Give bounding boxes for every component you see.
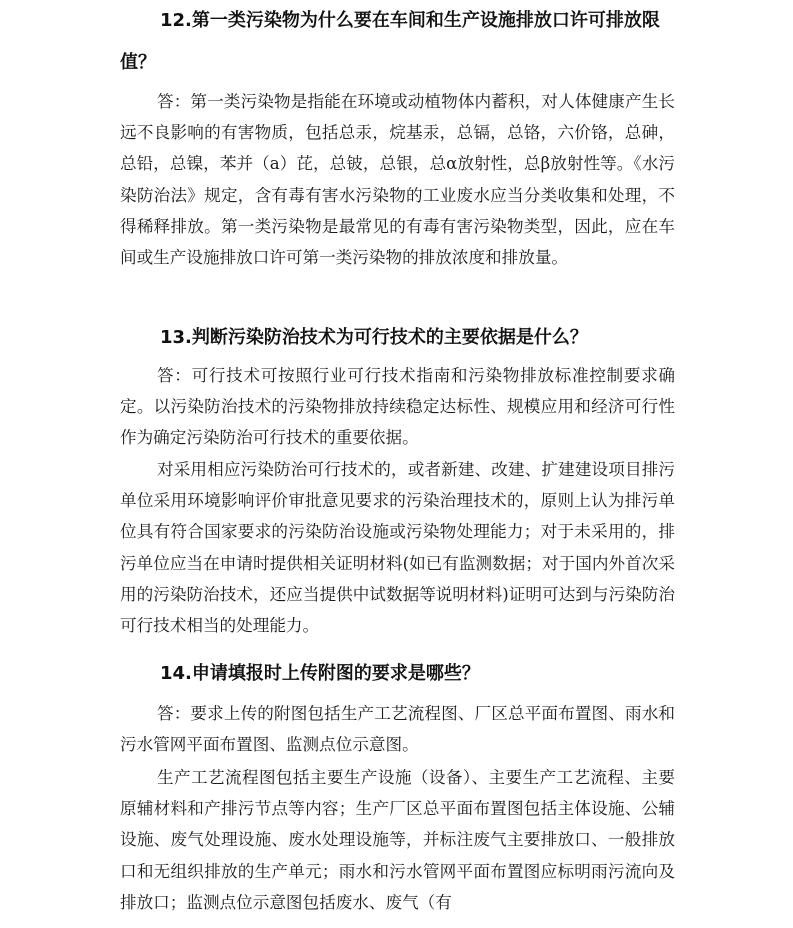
section-13-detail: 对采用相应污染防治可行技术的，或者新建、改建、扩建建设项目排污单位采用环境影响评价审批意见要求的污染治理技术的，原则上认为排污单位具有符合国家要求的污染防治设施或污染物处理能力；对于未采用的，排污单位应当在申请时提供相关证明材料(如已有监测数据；对于国内外首次采用的污染防治技术，还应当提供中试数据等说明材料)证明可达到与污染防治可行技术相当的处理能力。 (120, 460, 675, 636)
section-13-answer: 答：可行技术可按照行业可行技术指南和污染物排放标准控制要求确定。以污染防治技术的污染物排放持续稳定达标性、规模应用和经济可行性作为确定污染防治可行技术的重要依据。 (120, 366, 675, 448)
section-12-answer: 答：第一类污染物是指能在环境或动植物体内蓄积，对人体健康产生长远不良影响的有害物质，包括总汞，烷基汞，总镉，总铬，六价铬，总砷，总铅，总镍，苯并（a）芘，总铍，总银，总α放射性，总β放射性等。《水污染防治法》规定，含有毒有害水污染物的工业废水应当分类收集和处理，不得稀释排放。第一类污染物是最常见的有毒有害污染物类型，因此，应在车间或生产设施排放口许可第一类污染物的排放浓度和排放量。 (120, 92, 675, 268)
section-14-detail: 生产工艺流程图包括主要生产设施（设备）、主要生产工艺流程、主要原辅材料和产排污节点等内容；生产厂区总平面布置图包括主体设施、公辅设施、废气处理设施、废水处理设施等，并标注废气主要排放口、一般排放口和无组织排放的生产单元；雨水和污水管网平面布置图应标明雨污流向及排放口；监测点位示意图包括废水、废气（有 (120, 768, 675, 912)
section-12-heading: 12.第一类污染物为什么要在车间和生产设施排放口许可排放限值？ (120, 10, 660, 73)
section-14-answer: 答：要求上传的附图包括生产工艺流程图、厂区总平面布置图、雨水和污水管网平面布置图、监测点位示意图。 (120, 704, 675, 755)
section-14-heading: 14.申请填报时上传附图的要求是哪些？ (160, 663, 480, 684)
section-13-heading: 13.判断污染防治技术为可行技术的主要依据是什么？ (160, 327, 588, 348)
